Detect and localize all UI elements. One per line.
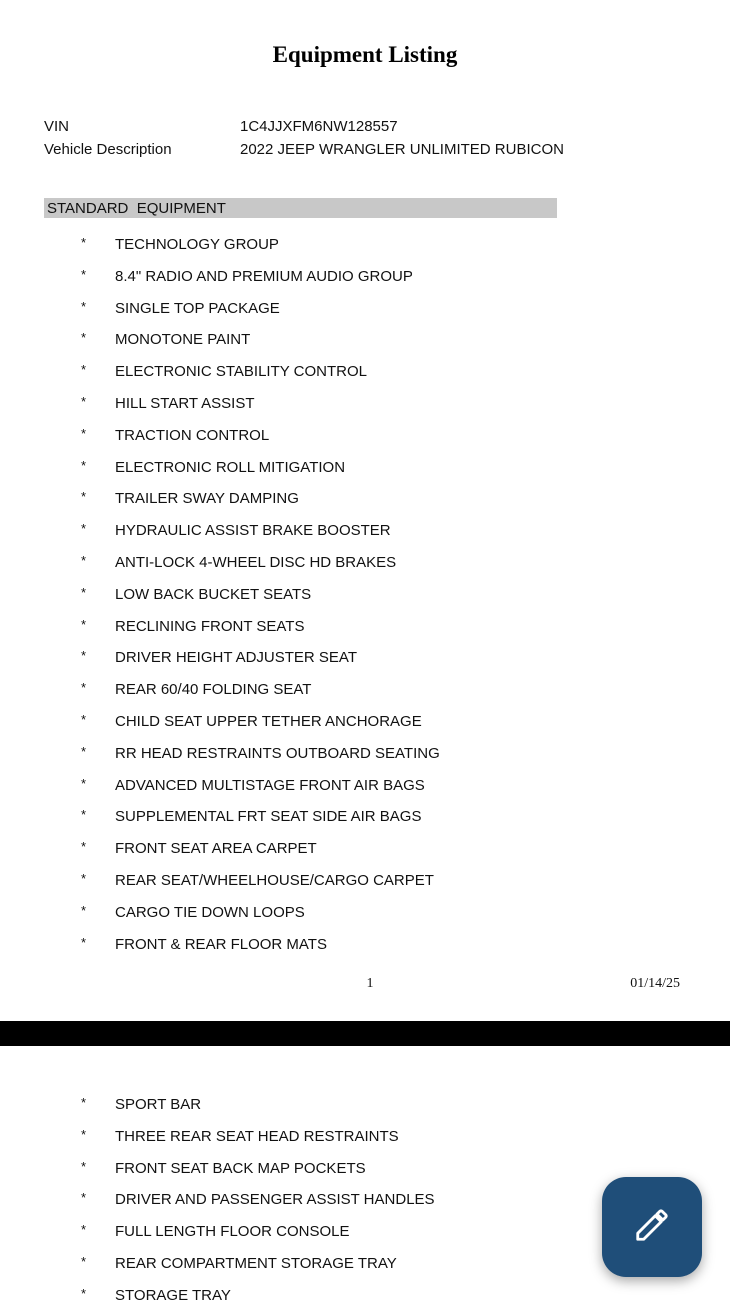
item-label: FRONT SEAT AREA CARPET — [115, 840, 317, 858]
item-label: STORAGE TRAY — [115, 1286, 231, 1300]
bullet-marker: * — [81, 266, 87, 282]
bullet-marker: * — [81, 616, 87, 632]
bullet-marker: * — [81, 552, 87, 568]
bullet-marker: * — [81, 330, 87, 346]
item-label: TRAILER SWAY DAMPING — [115, 490, 299, 508]
bullet-marker: * — [81, 711, 87, 727]
bullet-marker: * — [81, 807, 87, 823]
item-label: SUPPLEMENTAL FRT SEAT SIDE AIR BAGS — [115, 808, 422, 826]
bullet-marker: * — [81, 298, 87, 314]
page-divider — [0, 1021, 730, 1046]
item-label: TECHNOLOGY GROUP — [115, 236, 279, 253]
bullet-marker: * — [81, 775, 87, 791]
bullet-marker: * — [81, 521, 87, 537]
bullet-marker: * — [81, 425, 87, 441]
bullet-marker: * — [81, 1126, 87, 1142]
section-header — [44, 198, 557, 218]
item-label: HYDRAULIC ASSIST BRAKE BOOSTER — [115, 522, 391, 540]
bullet-marker: * — [81, 680, 87, 696]
item-label: SINGLE TOP PACKAGE — [115, 299, 280, 317]
item-label: DRIVER HEIGHT ADJUSTER SEAT — [115, 649, 357, 667]
item-label: ADVANCED MULTISTAGE FRONT AIR BAGS — [115, 776, 425, 794]
item-label: RECLINING FRONT SEATS — [115, 617, 305, 635]
item-label: SPORT BAR — [115, 1096, 202, 1113]
vin-value: 1C4JJXFM6NW128557 — [240, 118, 398, 135]
item-label: THREE REAR SEAT HEAD RESTRAINTS — [115, 1127, 399, 1145]
bullet-marker: * — [81, 1222, 87, 1238]
item-label: LOW BACK BUCKET SEATS — [115, 585, 312, 603]
pencil-icon — [633, 1206, 671, 1249]
section-title: STANDARD EQUIPMENT — [47, 200, 226, 217]
item-label: HILL START ASSIST — [115, 394, 255, 412]
bullet-marker: * — [81, 934, 87, 950]
item-label: DRIVER AND PASSENGER ASSIST HANDLES — [115, 1191, 435, 1209]
item-label: TRACTION CONTROL — [115, 426, 270, 444]
item-label: FRONT & REAR FLOOR MATS — [115, 935, 327, 953]
bullet-marker: * — [81, 902, 87, 918]
bullet-marker: * — [81, 870, 87, 886]
bullet-marker: * — [81, 489, 87, 505]
item-label: MONOTONE PAINT — [115, 331, 251, 349]
bullet-marker: * — [81, 1095, 87, 1110]
vin-label: VIN — [44, 118, 70, 135]
item-label: REAR COMPARTMENT STORAGE TRAY — [115, 1254, 397, 1272]
vehicle-description-value: 2022 JEEP WRANGLER UNLIMITED RUBICON — [240, 141, 564, 158]
item-label: REAR 60/40 FOLDING SEAT — [115, 681, 312, 699]
item-label: ELECTRONIC STABILITY CONTROL — [115, 363, 367, 381]
bullet-marker: * — [81, 1158, 87, 1174]
item-label: ANTI-LOCK 4-WHEEL DISC HD BRAKES — [115, 553, 397, 571]
item-label: FULL LENGTH FLOOR CONSOLE — [115, 1223, 350, 1241]
bullet-marker: * — [81, 1190, 87, 1206]
page-number: 1 — [366, 976, 374, 991]
document-title: Equipment Listing — [272, 42, 458, 67]
bullet-marker: * — [81, 839, 87, 855]
item-label: 8.4" RADIO AND PREMIUM AUDIO GROUP — [115, 267, 413, 285]
item-label: CHILD SEAT UPPER TETHER ANCHORAGE — [115, 712, 422, 730]
item-label: CARGO TIE DOWN LOOPS — [115, 903, 305, 921]
bullet-marker: * — [81, 648, 87, 664]
vehicle-description-label: Vehicle Description — [44, 141, 172, 158]
page-date: 01/14/25 — [630, 976, 680, 991]
bullet-marker: * — [81, 457, 87, 473]
item-label: REAR SEAT/WHEELHOUSE/CARGO CARPET — [115, 871, 434, 889]
bullet-marker: * — [81, 235, 87, 250]
bullet-marker: * — [81, 743, 87, 759]
bullet-marker: * — [81, 393, 87, 409]
item-label: FRONT SEAT BACK MAP POCKETS — [115, 1159, 366, 1177]
bullet-marker: * — [81, 1253, 87, 1269]
item-label: RR HEAD RESTRAINTS OUTBOARD SEATING — [115, 744, 440, 762]
bullet-marker: * — [81, 1285, 87, 1300]
bullet-marker: * — [81, 584, 87, 600]
edit-button[interactable] — [602, 1177, 702, 1277]
item-label: ELECTRONIC ROLL MITIGATION — [115, 458, 346, 476]
bullet-marker: * — [81, 362, 87, 378]
